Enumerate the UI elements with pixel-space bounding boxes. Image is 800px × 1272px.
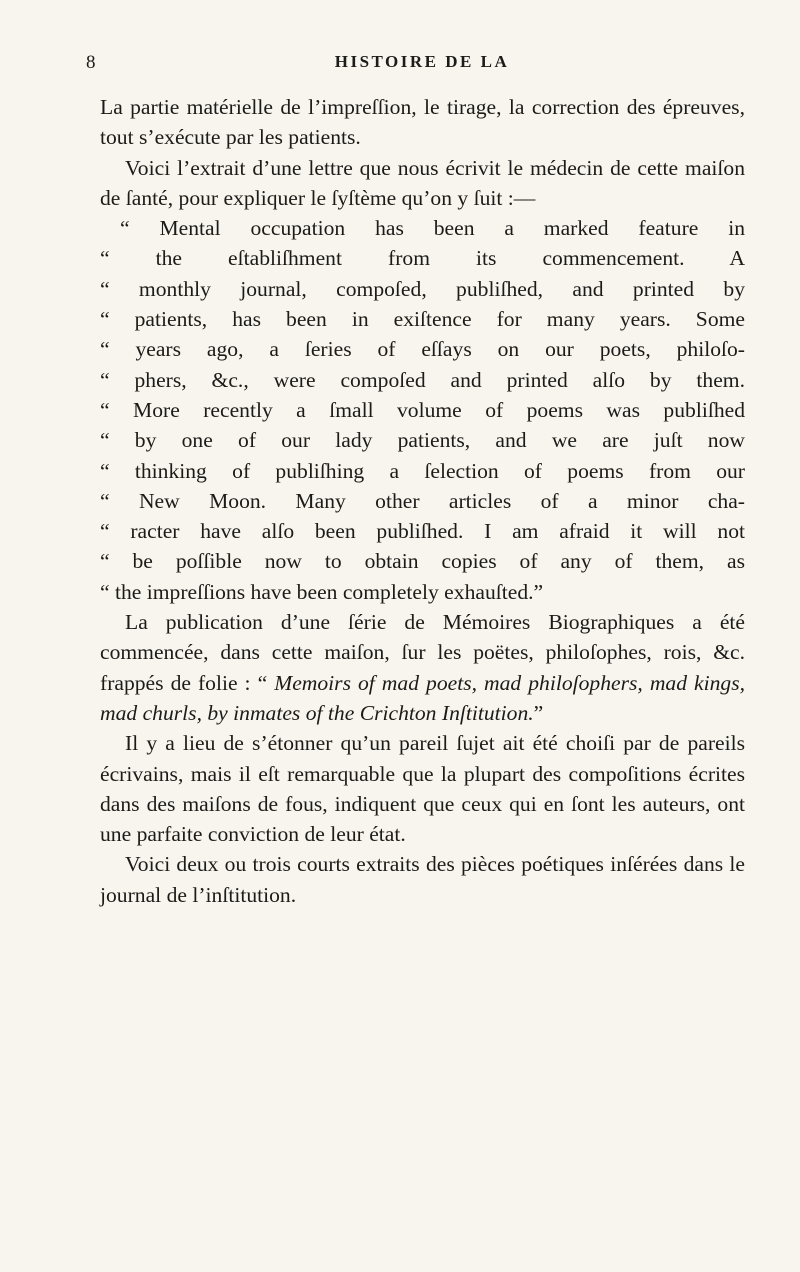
quote-line-4: “ patients, has been in exiſtence for many years. Some (100, 307, 745, 332)
quote-line-8: “ by one of our lady patients, and we are juſt now (100, 428, 745, 453)
quote-line-7: “ More recently a ſmall volume of poems was publiſhed (100, 397, 745, 422)
body-text (100, 92, 745, 910)
quote-line-9: “ thinking of publiſhing a ſelection of poems from our (100, 458, 745, 483)
page-number: 8 (86, 52, 97, 73)
paragraph-4 (100, 607, 745, 728)
paragraph-6: Voici deux ou trois courts extraits des pièces poétiques inſérées dans le journal de l’inſtitution. (100, 852, 745, 907)
quote-line-13: “ the impreſſions have been completely exhauſted.” (100, 579, 544, 604)
quote-line-6: “ phers, &c., were compoſed and printed alſo by them. (100, 367, 745, 392)
paragraph-5: Il y a lieu de s’étonner qu’un pareil ſujet ait été choiſi par de pareils écrivains, mais il eſt remarquable que la plupart des compoſitions écrites dans des maiſons de fous, indiquent que ceux qui en ſont les auteurs, ont une parfaite conviction de leur état. (100, 731, 745, 847)
quote-line-1: “ Mental occupation has been a marked feature in (120, 216, 745, 241)
quote-line-12: “ be poſſible now to obtain copies of any of them, as (100, 549, 745, 574)
quote-line-10: “ New Moon. Many other articles of a minor cha- (100, 488, 745, 513)
quote-line-2: “ the eſtabliſhment from its commencement. A (100, 246, 745, 271)
running-head: HISTOIRE DE LA (334, 52, 510, 71)
quote-line-3: “ monthly journal, compoſed, publiſhed, and printed by (100, 276, 745, 301)
english-letter-quote (100, 213, 745, 607)
paragraph-4-close: ” (533, 700, 544, 725)
paragraph-1: La partie matérielle de l’impreſſion, le tirage, la correction des épreuves, tout s’exécute par les patients. (100, 95, 745, 150)
paragraph-4-text: La publication d’une ſérie de Mémoires Biographiques a été commencée, dans cette maiſon, ſur les poëtes, philoſophes, rois, &c. frappés de folie : “ (100, 610, 745, 695)
quote-line-11: “ racter have alſo been publiſhed. I am afraid it will not (100, 519, 745, 544)
quote-line-5: “ years ago, a ſeries of eſſays on our poets, philoſo- (100, 337, 745, 362)
paragraph-2: Voici l’extrait d’une lettre que nous écrivit le médecin de cette maiſon de ſanté, pour expliquer le ſyſtème qu’on y ſuit :— (100, 155, 745, 210)
page-header (86, 52, 744, 92)
memoirs-title: Memoirs of mad poets, mad philoſophers, mad kings, mad churls, by inmates of the Crichton Inſtitution. (100, 670, 746, 725)
